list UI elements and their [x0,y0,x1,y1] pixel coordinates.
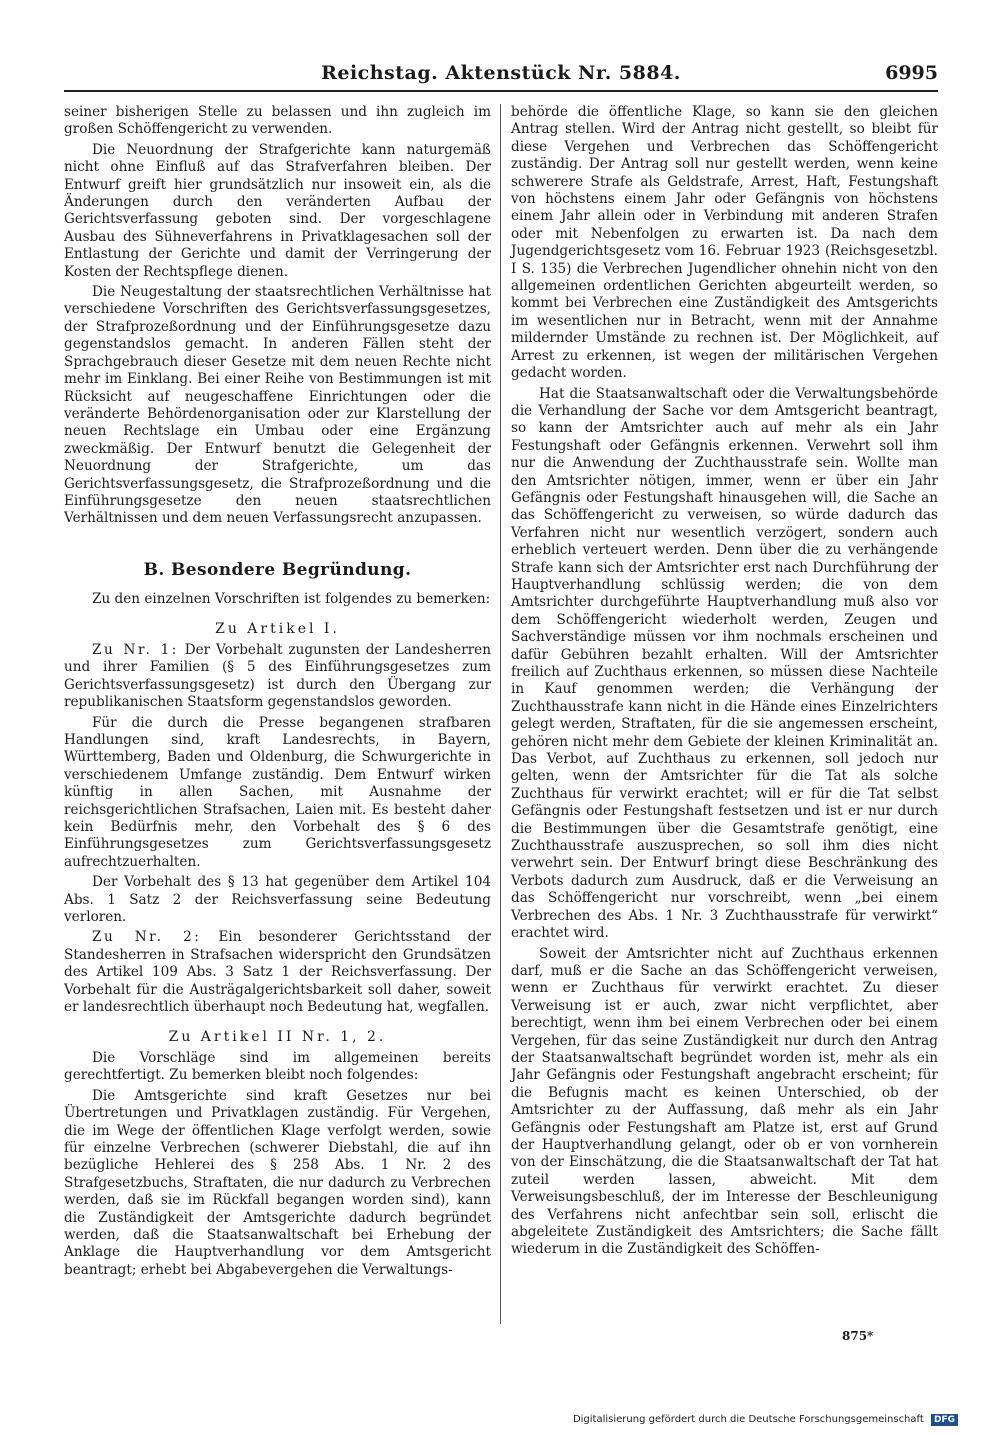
paragraph-text: Der Vorbehalt zugunsten der Landesherren und ihrer Familien (§ 5 des Einführungsgesetzes zum Gerichtsverfassungsgesetz) ist durch den Übergang zur republikanischen Staatsform gegenstandslos geworden. [64,641,491,711]
column-divider [500,104,501,1324]
paragraph: Die Neugestaltung der staatsrechtlichen Verhältnisse hat verschiedene Vorschriften des Gerichtsverfassungsgesetzes, der Strafprozeßordnung und der Einführungsgesetze dazu gegenstandslos gemacht. In anderen Fällen steht der Sprachgebrauch dieser Gesetze mit dem neuen Rechte nicht mehr im Einklang. Bei einer Reihe von Bestimmungen ist mit Rücksicht auf neugeschaffene Einrichtungen oder die veränderte Behördenorganisation oder zur Klarstellung der neuen Rechtslage ein Umbau oder eine Ergänzung zweckmäßig. Der Entwurf benutzt die Gelegenheit der Neuordnung der Strafgerichte, um das Gerichtsverfassungsgesetz, die Strafprozeßordnung und die Einführungsgesetze den neuen staatsrechtlichen Verhältnissen und dem neuen Verfassungsrecht anzupassen. [64,284,491,527]
paragraph-text: Ein besonderer Gerichtsstand der Standesherren in Strafsachen widerspricht den Grundsätzen des Artikel 109 Abs. 3 Satz 1 der Reichsverfassung. Der Vorbehalt für die Austrägalgerichtsbarkeit soll daher, soweit er landesrechtlich überhaupt noch Bedeutung hat, wegfallen. [64,929,491,1016]
digitization-credit [573,1414,958,1426]
paragraph: Für die durch die Presse begangenen strafbaren Handlungen sind, kraft Landesrechts, in Bayern, Württemberg, Baden und Oldenburg, die Schwurgerichte in verschiedenem Umfange zuständig. Dem Entwurf wirken künftig in allen Sachen, mit Ausnahme der reichsgerichtlichen Strafsachen, Laien mit. Es besteht daher kein Bedürfnis mehr, den Vorbehalt des § 6 des Einführungsgesetzes zum Gerichtsverfassungsgesetz aufrechtzuerhalten. [64,714,491,870]
page-number: 6995 [885,62,938,84]
paragraph: Die Amtsgerichte sind kraft Gesetzes nur bei Übertretungen und Privatklagen zuständig. Für Vergehen, die im Wege der öffentlichen Klage verfolgt werden, sowie für einzelne Verbrechen (schwerer Diebstahl, die auf ihn bezügliche Hehlerei des § 258 Abs. 1 Nr. 2 des Strafgesetzbuchs, Straftaten, die nur dadurch zu Verbrechen werden, daß sie im Rückfall begangen worden sind), kann die Zuständigkeit der Amtsgerichte dadurch begründet werden, daß die Staatsanwaltschaft bei Erhebung der Anklage die Hauptverhandlung vor dem Amtsgericht beantragt; erhebt bei Abgabevergehen die Verwaltungs- [64,1087,491,1278]
left-column [64,104,491,1282]
paragraph: behörde die öffentliche Klage, so kann sie den gleichen Antrag stellen. Wird der Antrag nicht gestellt, so bleibt für diese Vergehen und Verbrechen das Schöffengericht zuständig. Der Antrag soll nur gestellt werden, wenn keine schwerere Strafe als Geldstrafe, Arrest, Haft, Festungshaft von höchstens einem Jahr oder Gefängnis von höchstens einem Jahr allein oder in Verbindung mit anderen Strafen oder mit Nebenfolgen zu erwarten ist. Da nach dem Jugendgerichtsgesetz vom 16. Februar 1923 (Reichsgesetzbl. I S. 135) die Verbrechen Jugendlicher ohnehin nicht von den allgemeinen ordentlichen Gerichten abgeurteilt werden, so kommt bei Verbrechen eine Zuständigkeit des Amtsgerichts im wesentlichen nur in Betracht, wenn mit der Annahme mildernder Umstände zu rechnen ist. Der Möglichkeit, auf Arrest zu erkennen, ist wegen der militärischen Vergehen gedacht worden. [511,104,938,382]
paragraph: Hat die Staatsanwaltschaft oder die Verwaltungsbehörde die Verhandlung der Sache vor dem Amtsgericht beantragt, so kann der Amtsrichter auch auf mehr als ein Jahr Festungshaft oder Gefängnis erkennen. Verwehrt soll ihm nur die Anwendung der Zuchthausstrafe sein. Wollte man den Amtsrichter nötigen, immer, wenn er über ein Jahr Gefängnis oder Festungshaft hinausgehen will, die Sache an das Schöffengericht zu verweisen, so würde dadurch das Verfahren nicht nur wesentlich verzögert, sondern auch erheblich verteuert werden. Denn über die zu verhängende Strafe kann sich der Amtsrichter erst nach Durchführung der Hauptverhandlung schlüssig werden; die von dem Amtsrichter durchgeführte Hauptverhandlung muß also vor dem Schöffengericht wiederholt werden, Zeugen und Sachverständige müssen vor ihm nochmals erscheinen und dafür Gebühren bezahlt erhalten. Will der Amtsrichter freilich auf Zuchthaus erkennen, so müssen diese Nachteile in Kauf genommen werden; die Verhängung der Zuchthausstrafe kann nicht in die Hände eines Einzelrichters gelegt werden, Straftaten, für die sie angemessen erscheint, gehören nicht mehr dem Gebiete der kleinen Kriminalität an. Das Verbot, auf Zuchthaus zu erkennen, soll jedoch nur gelten, wenn der Amtsrichter für die Tat als solche Zuchthaus für verwirkt erachtet; will er für die Tat selbst Gefängnis oder Festungshaft festsetzen und ist er nur durch die Bestimmungen über die Gesamtstrafe genötigt, eine Zuchthausstrafe auszusprechen, so soll ihm dies nicht verwehrt sein. Der Entwurf bringt diese Beschränkung des Verbots dadurch zum Ausdruck, daß er die Verweisung an das Schöffengericht nur vorschreibt, wenn „bei einem Verbrechen des Abs. 1 Nr. 3 Zuchthausstrafe für verwirkt“ erachtet wird. [511,385,938,942]
paragraph: Zu den einzelnen Vorschriften ist folgendes zu bemerken: [92,591,491,608]
paragraph: Der Vorbehalt des § 13 hat gegenüber dem Artikel 104 Abs. 1 Satz 2 der Reichsverfassung seine Bedeutung verloren. [64,874,491,926]
paragraph-lead: Zu Nr. 2: [92,929,202,946]
paragraph [64,929,491,1016]
credit-text: Digitalisierung gefördert durch die Deutsche Forschungsgemeinschaft [572,1414,924,1425]
paragraph: Die Vorschläge sind im allgemeinen bereits gerechtfertigt. Zu bemerken bleibt noch folgendes: [64,1049,491,1084]
sheet-signature: 875* [842,1329,874,1343]
right-column [511,104,938,1262]
dfg-logo: DFG [931,1414,958,1426]
paragraph: Die Neuordnung der Strafgerichte kann naturgemäß nicht ohne Einfluß auf das Strafverfahren bleiben. Der Entwurf greift hier grundsätzlich nur insoweit ein, als die Änderungen durch den veränderten Aufbau der Gerichtsverfassung geboten sind. Der vorgeschlagene Ausbau des Sühneverfahrens in Privatklagesachen soll der Entlastung der Gerichte und damit der Verringerung der Kosten der Rechtspflege dienen. [64,141,491,280]
page-header [64,60,938,92]
paragraph: seiner bisherigen Stelle zu belassen und ihn zugleich im großen Schöffengericht zu verwenden. [64,104,491,138]
section-heading: B. Besondere Begründung. [143,559,412,580]
paragraph: Soweit der Amtsrichter nicht auf Zuchthaus erkennen darf, muß er die Sache an das Schöffengericht verweisen, wenn er Zuchthaus für verwirkt erachtet. Zu dieser Verweisung ist er auch, zwar nicht verpflichtet, aber berechtigt, wenn ihm bei einem Verbrechen oder bei einem Vergehen, für das seine Zuständigkeit nur durch den Antrag der Staatsanwaltschaft begründet worden ist, mehr als ein Jahr Gefängnis oder Festungshaft angebracht erscheint; für die Befugnis macht es keinen Unterschied, ob der Amtsrichter zu der Auffassung, daß mehr als ein Jahr Gefängnis oder Festungshaft am Platze ist, erst auf Grund der Hauptverhandlung gelangt, oder ob er von vornherein von der Einschätzung, die die Staatsanwaltschaft der Tat hat zuteil werden lassen, abweicht. Mit dem Verweisungsbeschluß, der im Interesse der Beschleunigung des Verfahrens nicht anfechtbar sein soll, erlischt die abgeleitete Zuständigkeit des Amtsrichters; die Sache fällt wiederum in die Zuständigkeit des Schöffen- [511,945,938,1258]
article-heading: Zu Artikel II Nr. 1, 2. [168,1028,387,1045]
paragraph [64,642,491,712]
paragraph-lead: Zu Nr. 1: [92,641,179,658]
running-title: Reichstag. Aktenstück Nr. 5884. [321,62,681,84]
article-heading: Zu Artikel I. [215,620,340,637]
